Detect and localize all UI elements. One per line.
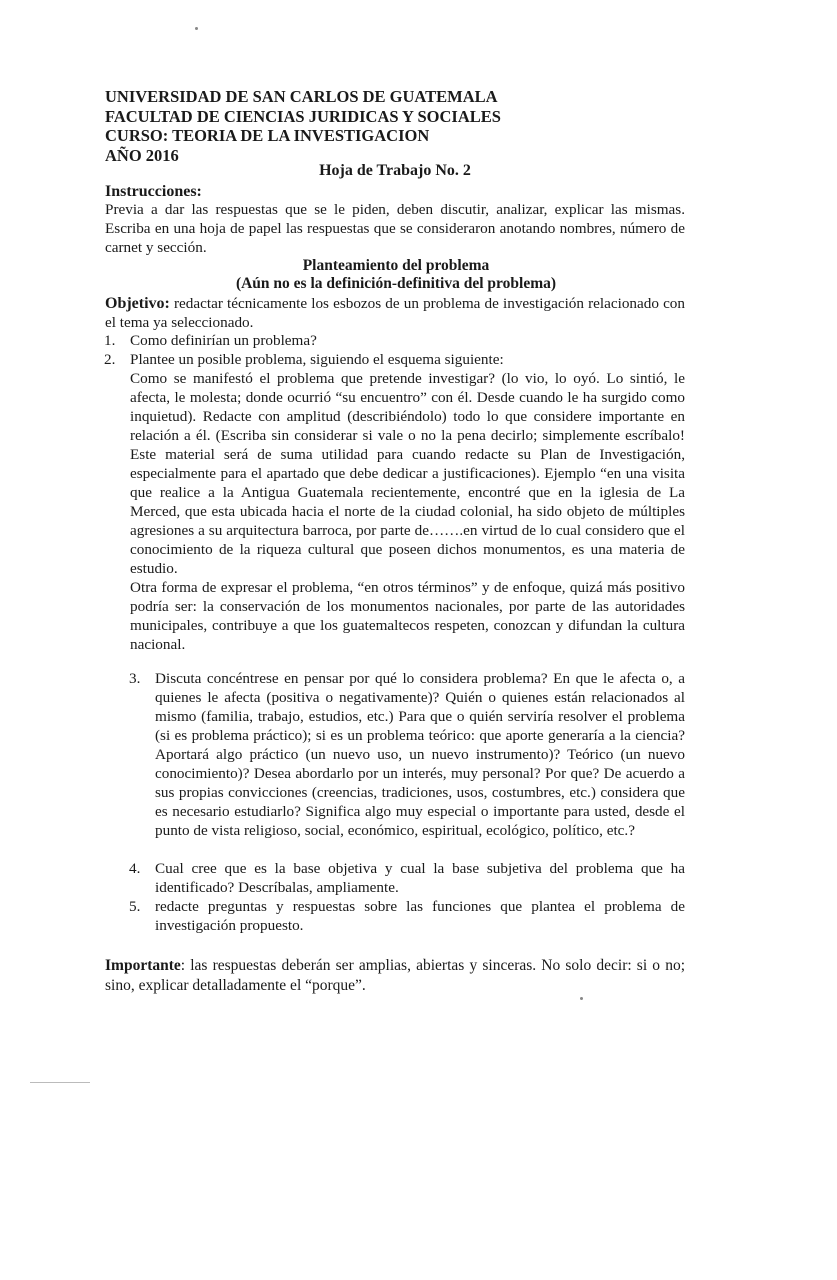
scan-speck (580, 997, 583, 1000)
important-label: Importante (105, 957, 181, 974)
scan-speck (195, 27, 198, 30)
question-2 (104, 350, 685, 369)
question-text: Discuta concéntrese en pensar por qué lo considera problema? En que le afecta o, a quienes le afecta (positiva o negativamente)? Quién o quienes están relacionados al mismo (familia, trabajo, estudios, etc.) Para que o quién serviría resolver el problema (si es problema práctico); si es un problema teórico: que aporte generaría a la ciencia? Aportará algo práctico (un nuevo uso, un nuevo instrumento)? Teórico (un nuevo conocimiento)? Desea abordarlo por un interés, muy personal? Por que? De acuerdo a sus propias convicciones (creencias, tradiciones, usos, costumbres, etc.) considera que es necesario estudiarlo? Significa algo muy especial o importante para usted, desde el punto de vista religioso, social, económico, espiritual, ecológico, político, etc.? (155, 670, 685, 839)
question-number: 4. (129, 860, 141, 877)
sheet-title: Hoja de Trabajo No. 2 (319, 162, 471, 179)
question-number: 2. (104, 351, 116, 368)
objective-label: Objetivo: (105, 295, 170, 312)
question-5 (129, 897, 685, 935)
question-text: Plantee un posible problema, siguiendo el esquema siguiente: (130, 351, 504, 368)
question-number: 1. (104, 332, 116, 349)
question-3 (129, 669, 685, 840)
important-note (105, 956, 685, 996)
document-header (105, 87, 501, 165)
objective (105, 294, 685, 332)
section-subtitle: (Aún no es la definición-definitiva del problema) (235, 275, 557, 292)
year: AÑO 2016 (105, 145, 179, 165)
instructions-body: Previa a dar las respuestas que se le piden, deben discutir, analizar, explicar las mismas. Escriba en una hoja de papel las respuestas que se consideraron anotando nombres, número de carnet y sección. (105, 201, 685, 256)
university-name: UNIVERSIDAD DE SAN CARLOS DE GUATEMALA (105, 87, 498, 106)
course-name: CURSO: TEORIA DE LA INVESTIGACION (105, 126, 430, 145)
faculty-name: FACULTAD DE CIENCIAS JURIDICAS Y SOCIALES (105, 106, 501, 126)
scan-artifact-line (30, 1082, 90, 1083)
question-4 (129, 859, 685, 897)
instructions-label: Instrucciones: (105, 183, 202, 200)
question-text: Cual cree que es la base objetiva y cual la base subjetiva del problema que ha identificado? Descríbalas, ampliamente. (155, 860, 685, 896)
question-1 (104, 331, 685, 350)
question-number: 3. (129, 670, 141, 687)
question-text: Como definirían un problema? (130, 332, 317, 349)
question-text: redacte preguntas y respuestas sobre las funciones que plantea el problema de investigación propuesto. (155, 898, 685, 934)
question-number: 5. (129, 898, 141, 915)
objective-text: redactar técnicamente los esbozos de un problema de investigación relacionado con el tema ya seleccionado. (105, 295, 685, 331)
section-title: Planteamiento del problema (302, 257, 490, 274)
question-2-paragraph: Como se manifestó el problema que pretende investigar? (lo vio, lo oyó. Lo sintió, le afecta, le molesta; donde ocurrió “su encuentro” con él. Desde cuando le ha surgido como inquietud). Redacte con amplitud (describiéndolo) todo lo que considere importante en relación a él. (Escriba sin considerar si vale o no la pena decirlo; simplemente escríbalo! Este material será de suma utilidad para cuando redacte su Plan de Investigación, especialmente para el apartado que debe dedicar a justificaciones). Ejemplo “en una visita que realice a la Antigua Guatemala recientemente, encontré que en la iglesia de La Merced, que esta ubicada hacia el norte de la ciudad colonial, ha sido objeto de múltiples agresiones a su arquitectura barroca, por parte de…….en virtud de lo cual considero que el conocimiento de la riqueza cultural que poseen dichos monumentos, es una materia de estudio. (130, 370, 685, 577)
question-2-alternative: Otra forma de expresar el problema, “en otros términos” y de enfoque, quizá más positivo podría ser: la conservación de los monumentos nacionales, por parte de las autoridades municipales, contribuye a que los guatemaltecos respeten, conozcan y difundan la cultura nacional. (130, 579, 685, 653)
important-text: : las respuestas deberán ser amplias, abiertas y sinceras. No solo decir: si o no; sino, explicar detalladamente el “porque”. (105, 957, 685, 994)
